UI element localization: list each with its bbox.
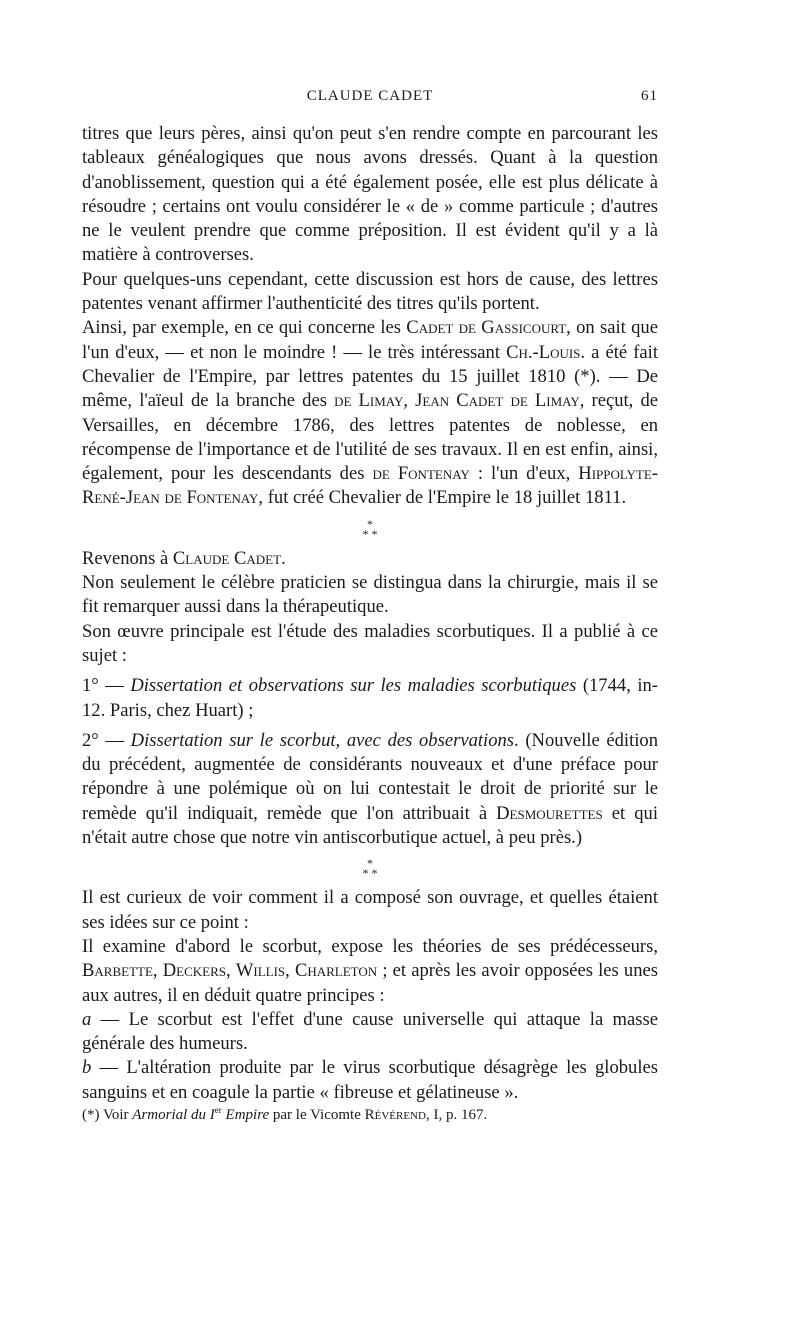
body-text — [82, 122, 658, 1125]
person-name: Hippolyte-René-Jean de Fontenay — [82, 463, 659, 509]
person-name: Claude Cadet — [172, 547, 282, 569]
paragraph: Non seulement le célèbre praticien se distingua dans la chirurgie, mais il se fit remarquer aussi dans la thérapeutique. — [82, 572, 658, 618]
list-item — [82, 729, 658, 850]
section-separator — [82, 850, 658, 886]
paragraph: Pour quelques-uns cependant, cette discussion est hors de cause, des lettres patentes venant affirmer l'authenticité des titres qu'ils portent. — [82, 268, 658, 315]
paragraph — [82, 316, 658, 510]
book-title: Empire — [221, 1106, 270, 1123]
text-run: — L'altération produite par le virus scorbutique désagrège les globules sanguins et en coagule la partie « fibreuse et gélatineuse ». — [82, 1057, 658, 1103]
list-item — [82, 674, 658, 723]
text-run: , — [226, 960, 236, 982]
person-name: Ch.-Louis — [506, 341, 581, 363]
item-letter: a — [82, 1008, 92, 1030]
person-name: de Fontenay — [372, 463, 470, 485]
paragraph: Il est curieux de voir comment il a composé son ouvrage, et quelles étaient ses idées sur ce point : — [82, 887, 658, 933]
text-run: Il examine d'abord le scorbut, expose les théories de ses prédécesseurs, — [82, 935, 658, 957]
text-run: , reçut, de Versailles, en décembre 1786, des lettres patentes de noblesse, en récompense de l'importance et de l'utilité de ses travaux. Il en est enfin, ainsi, également, pour les descendants des — [82, 390, 658, 485]
text-run: Revenons à — [82, 547, 173, 569]
text-run: . — [281, 547, 286, 569]
asterism-bottom: * * — [362, 526, 378, 541]
person-name: Barbette — [82, 960, 153, 982]
person-name: Deckers — [162, 960, 226, 982]
text-run: , — [152, 960, 163, 982]
asterism-top: * — [367, 516, 373, 531]
text-run: , I, p. 167. — [425, 1106, 488, 1123]
book-title: Dissertation sur le scorbut, avec des observations — [130, 729, 515, 751]
text-run: 2° — — [82, 729, 131, 751]
text-run: . (Nouvelle édition du précédent, augmentée de considérants nouveaux et d'une préface pour répondre à une polémique où on lui contestait le droit de priorité sur le remède qu'il indiquait, remède que l'on attribuait à — [82, 729, 659, 824]
running-title: CLAUDE CADET — [306, 88, 434, 104]
asterism-bottom: * * — [362, 866, 378, 881]
paragraph: Son œuvre principale est l'étude des maladies scorbutiques. Il a publié à ce sujet : — [82, 620, 658, 666]
list-item — [82, 1008, 658, 1057]
paragraph — [82, 935, 658, 1008]
text-run: et qui n'était autre chose que notre vin antiscorbutique actuel, à peu près.) — [82, 802, 658, 849]
page-number: 61 — [641, 88, 658, 104]
text-run: : l'un d'eux, — [469, 463, 579, 485]
page-header — [82, 88, 658, 112]
person-name: Révérend — [364, 1106, 426, 1123]
asterism-top: * — [367, 856, 373, 871]
person-name: Desmourettes — [496, 802, 603, 824]
text-run: ; et après les avoir opposées les unes aux autres, il en déduit quatre principes : — [82, 960, 659, 1006]
person-name: Charleton — [294, 960, 378, 982]
text-run: Ainsi, par exemple, en ce qui concerne les — [82, 317, 407, 339]
text-run: . a été fait Chevalier de l'Empire, par lettres patentes du 15 juillet 1810 (*). — De même, l'aïeul de la branche des — [82, 341, 658, 412]
text-run: , — [285, 960, 295, 982]
list-item — [82, 1056, 658, 1105]
paragraph — [82, 547, 658, 571]
person-name: de Limay — [334, 390, 404, 412]
text-run: par le Vicomte — [269, 1106, 365, 1123]
text-run: , on sait que l'un d'eux, — et non le moindre ! — le très intéressant — [82, 317, 658, 363]
person-name: Willis — [235, 960, 286, 982]
text-run: , fut créé Chevalier de l'Empire le 18 juillet 1811. — [258, 487, 627, 509]
person-name: Jean Cadet de Limay — [415, 390, 580, 412]
footnote — [82, 1105, 658, 1125]
text-run: (1744, in-12. Paris, chez Huart) ; — [82, 675, 658, 721]
book-title: Armorial du I — [132, 1106, 215, 1123]
item-letter: b — [82, 1057, 92, 1079]
superscript: er — [214, 1104, 222, 1115]
book-title: Dissertation et observations sur les maladies scorbutiques — [130, 675, 577, 697]
section-separator — [82, 511, 658, 547]
text-run: — Le scorbut est l'effet d'une cause universelle qui attaque la masse générale des humeurs. — [82, 1008, 658, 1055]
person-name: Cadet de Gassicourt — [406, 317, 567, 339]
text-run: (*) Voir — [82, 1106, 133, 1123]
paragraph: titres que leurs pères, ainsi qu'on peut s'en rendre compte en parcourant les tableaux généalogiques que nous avons dressés. Quant à la question d'anoblissement, question qui a été également posée, elle est plus délicate à résoudre ; certains ont voulu considérer le « de » comme particule ; d'autres ne le veulent prendre que comme préposition. Il est évident qu'il y a là matière à controverses. — [82, 123, 658, 266]
text-run: 1° — — [82, 675, 131, 697]
text-run: , — [403, 390, 416, 412]
